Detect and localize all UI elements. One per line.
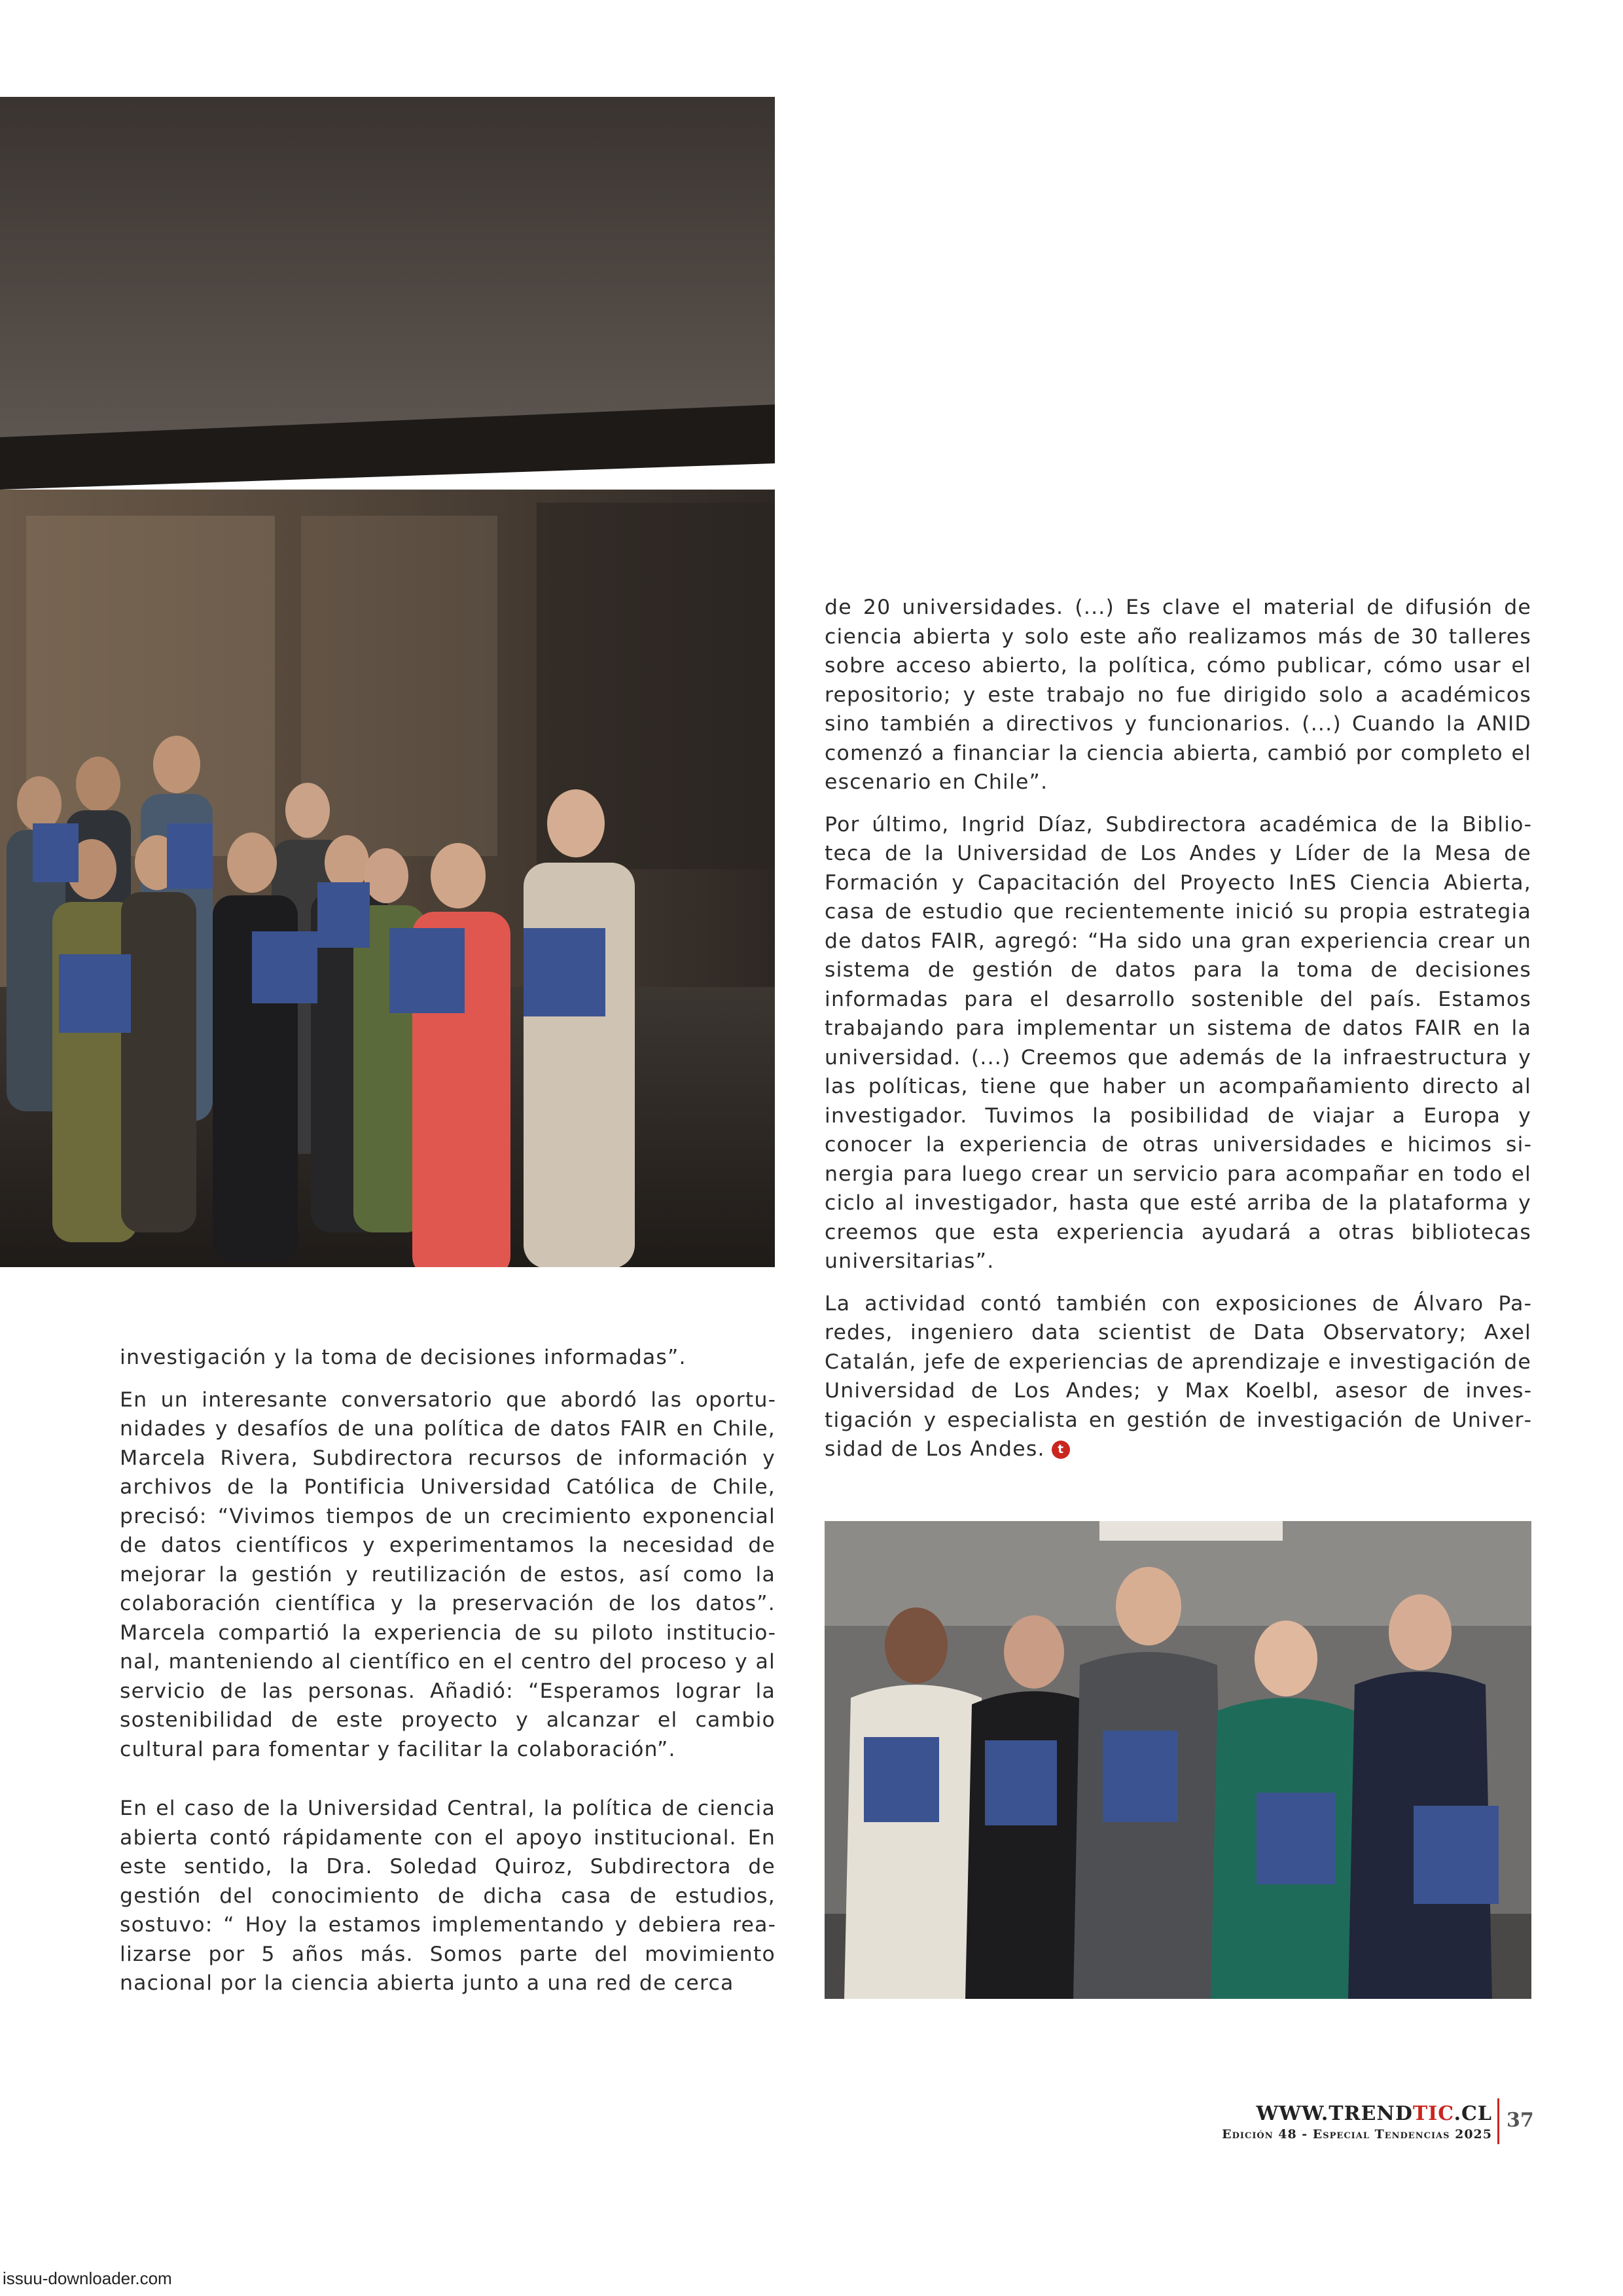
footer-divider: [1497, 2098, 1499, 2144]
article-column-right: [825, 593, 1531, 1477]
article-column-left: [120, 1343, 776, 2011]
group-photo-small: [825, 1521, 1531, 1999]
site-accent: TIC: [1412, 2102, 1454, 2125]
footer-site-url: [1256, 2102, 1492, 2125]
paragraph: investigación y la toma de decisiones informadas”.: [120, 1346, 687, 1369]
paragraph: En el caso de la Universidad Central, la política de ciencia abierta contó rápidamente con el apoyo institucional. En este sentido, la Dra. Soledad Quiroz, Subdirectora de gestión del conocimiento de dicha casa de estudios, sostuvo: “ Hoy la estamos implementando y debiera realizarse por 5 años más. Somos parte del movimiento nacional por la ciencia abierta junto a una red de cerca: [120, 1797, 776, 1995]
group-photo-large: [0, 97, 775, 1267]
paragraph: [825, 1289, 1531, 1464]
site-suffix: .CL: [1454, 2102, 1492, 2125]
paragraph-text: La actividad contó también con exposiciones de Álvaro Paredes, ingeniero data scientist de Data Observatory; Axel Catalán, jefe de experiencias de aprendizaje e investigación de Universidad de Los Andes; y Max Koelbl, asesor de investigación y especialista en gestión de investigación de Universidad de Los Andes.: [825, 1291, 1531, 1461]
paragraph: de 20 universidades. (...) Es clave el material de difusión de ciencia abierta y solo este año realizamos más de 30 talleres sobre acceso abierto, la política, cómo publicar, cómo usar el repositorio; y este trabajo no fue dirigido solo a académicos sino también a directivos y funcionarios. (...) Cuando la ANID comenzó a financiar la ciencia abierta, cambió por completo el escenario en Chile”.: [825, 596, 1531, 794]
site-prefix: WWW.TREND: [1256, 2102, 1413, 2125]
watermark: issuu-downloader.com: [3, 2269, 172, 2288]
page-number: 37: [1507, 2109, 1534, 2132]
article-end-icon: t: [1052, 1441, 1070, 1459]
paragraph: Por último, Ingrid Díaz, Subdirectora académica de la Biblioteca de la Universidad de Los Andes y Líder de la Mesa de Formación y Capacitación del Proyecto InES Ciencia Abierta, casa de estudio que recientemente inició su propia estrategia de datos FAIR, agregó: “Ha sido una gran experiencia crear un sistema de gestión de datos para la toma de decisiones informadas para el desarrollo sostenible del país. Estamos trabajando para implementar un sistema de datos FAIR en la universidad. (...) Creemos que además de la infraestructura y las políticas, tiene que haber un acompañamiento directo al investigador. Tuvimos la posibilidad de viajar a Europa y conocer la experiencia de otras universidades e hicimos sinergia para luego crear un servicio para acompañar en todo el ciclo al investigador, hasta que esté arriba de la plataforma y creemos que esta experiencia ayudará a otras bibliotecas universitarias”.: [825, 812, 1531, 1273]
footer-edition: Edición 48 - Especial Tendencias 2025: [1222, 2127, 1492, 2142]
paragraph: En un interesante conversatorio que abordó las oportunidades y desafíos de una política de datos FAIR en Chile, Marcela Rivera, Subdirectora recursos de información y archivos de la Pontificia Universidad Católica de Chile, precisó: “Vivimos tiempos de un crecimiento exponencial de datos científicos y experimentamos la necesidad de mejorar la gestión y reutilización de estos, así como la colaboración científica y la preservación de los datos”. Marcela compartió la experiencia de su piloto institucional, manteniendo al científico en el centro del proceso y al servicio de las personas. Añadió: “Esperamos lograr la sostenibilidad de este proyecto y alcanzar el cambio cultural para fomentar y facilitar la colaboración”.: [120, 1388, 776, 1761]
page-footer: [1113, 2102, 1492, 2142]
